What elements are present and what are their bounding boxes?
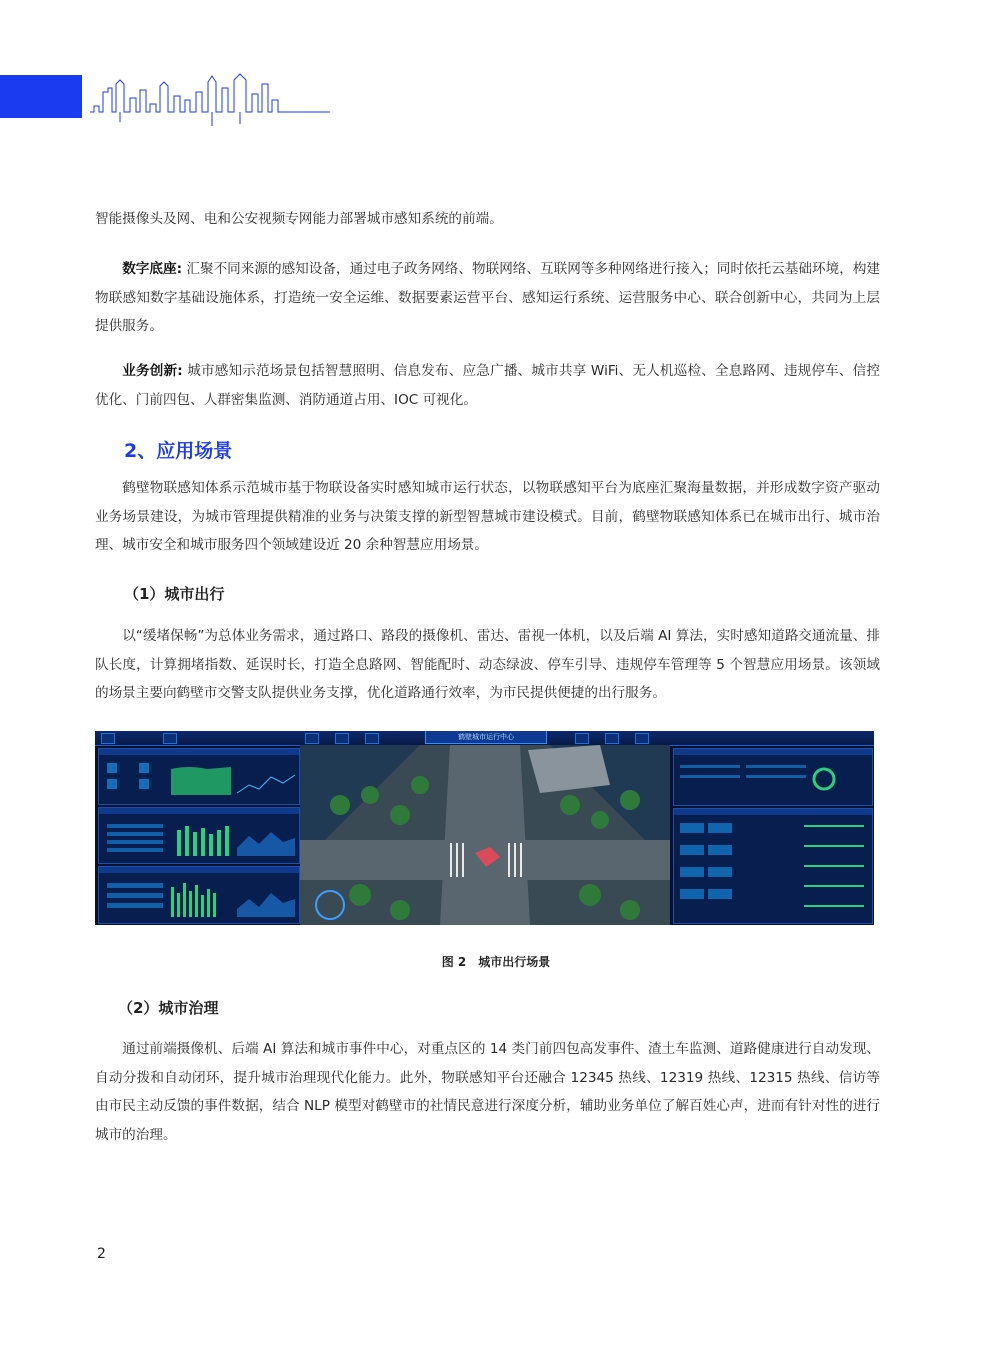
- metric-list-graphic: [674, 815, 872, 923]
- area-chart-graphic: [99, 755, 299, 803]
- header-accent-block: [0, 75, 82, 118]
- dashboard-tag: [635, 733, 649, 744]
- dashboard-tag: [605, 733, 619, 744]
- subheading-city-travel: （1）城市出行: [124, 585, 225, 603]
- right-panel-top: [673, 748, 873, 806]
- intersection-3d-scene: [300, 745, 670, 925]
- left-panel-bottom: [98, 866, 300, 924]
- left-panel-middle: [98, 807, 300, 864]
- dashboard-tag: [365, 733, 379, 744]
- digital-base-label: 数字底座:: [122, 261, 183, 277]
- section-heading-application-scenarios: 2、应用场景: [124, 440, 233, 462]
- dashboard-tag: [163, 733, 177, 744]
- dashboard-tag: [335, 733, 349, 744]
- right-panel-bottom: [673, 808, 873, 924]
- figure-caption: 图 2 城市出行场景: [441, 955, 551, 969]
- paragraph-city-travel: 以“缓堵保畅”为总体业务需求，通过路口、路段的摄像机、雷达、雷视一体机，以及后端 AI 算法，实时感知道路交通流量、排队长度，计算拥堵指数、延误时长，打造全息路网、智能配时、动态绿波、停车引导、违规停车管理等 5 个智慧应用场景。该领域的场景主要向鹤壁市交警支队提供业务支撑，优化道路通行效率，为市民提供便捷的出行服务。: [95, 628, 880, 701]
- dashboard-tag: [575, 733, 589, 744]
- business-innovation-text: 城市感知示范场景包括智慧照明、信息发布、应急广播、城市共享 WiFi、无人机巡检、全息路网、违规停车、信控优化、门前四包、人群密集监测、消防通道占用、IOC 可视化。: [95, 363, 881, 408]
- paragraph-sensing-frontend: 智能摄像头及网、电和公安视频专网能力部署城市感知系统的前端。: [95, 211, 503, 227]
- paragraph-business-innovation: [95, 357, 880, 414]
- paragraph-digital-base: [95, 255, 880, 341]
- paragraph-city-governance: 通过前端摄像机、后端 AI 算法和城市事件中心，对重点区的 14 类门前四包高发事件、渣土车监测、道路健康进行自动发现、自动分拨和自动闭环，提升城市治理现代化能力。此外，物联感知平台还融合 12345 热线、12319 热线、12315 热线、信访等由市民主动反馈的事件数据，结合 NLP 模型对鹤壁市的社情民意进行深度分析，辅助业务单位了解百姓心声，进而有针对性的进行城市的治理。: [95, 1041, 880, 1143]
- left-panel-top: [98, 748, 300, 805]
- paragraph-application-intro: 鹤壁物联感知体系示范城市基于物联设备实时感知城市运行状态，以物联感知平台为底座汇聚海量数据，并形成数字资产驱动业务场景建设，为城市管理提供精准的业务与决策支撑的新型智慧城市建设模式。目前，鹤壁物联感知体系已在城市出行、城市治理、城市安全和城市服务四个领域建设近 20 余种智慧应用场景。: [95, 480, 880, 553]
- column-chart-graphic: [99, 873, 299, 923]
- subheading-city-governance: （2）城市治理: [118, 999, 219, 1017]
- dashboard-title: 鹤壁城市运行中心: [425, 731, 547, 744]
- page-number: 2: [97, 1246, 106, 1262]
- gauge-graphic: [674, 755, 872, 805]
- city-skyline-icon: [90, 70, 330, 126]
- dashboard-tag: [305, 733, 319, 744]
- business-innovation-label: 业务创新:: [122, 363, 183, 379]
- bar-chart-graphic: [99, 814, 299, 862]
- dashboard-tag: [101, 733, 115, 744]
- city-travel-dashboard-image: [95, 731, 874, 925]
- digital-base-text: 汇聚不同来源的感知设备，通过电子政务网络、物联网络、互联网等多种网络进行接入；同时依托云基础环境，构建物联感知数字基础设施体系，打造统一安全运维、数据要素运营平台、感知运行系统、运营服务中心、联合创新中心，共同为上层提供服务。: [95, 261, 881, 334]
